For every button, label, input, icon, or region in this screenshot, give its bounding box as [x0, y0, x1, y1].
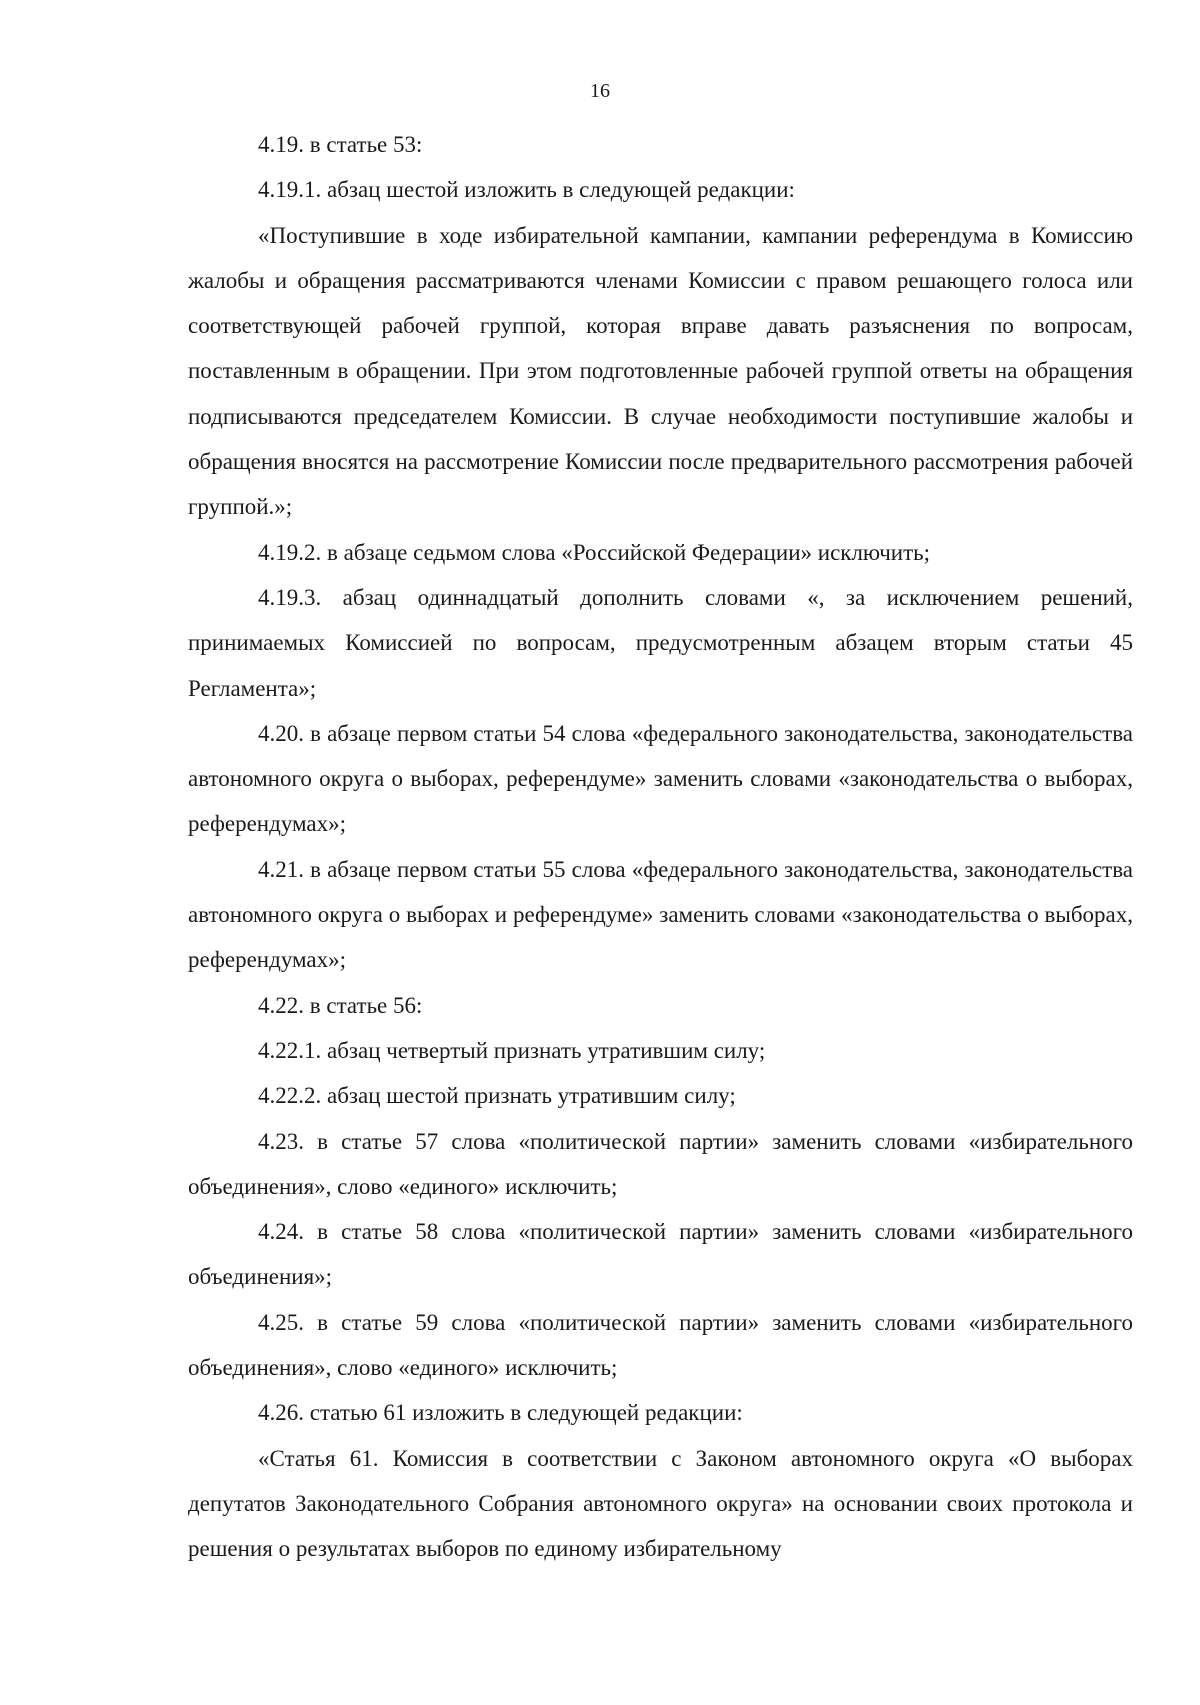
paragraph-4-22-1: 4.22.1. абзац четвертый признать утратившим силу; — [258, 1037, 766, 1063]
page-number: 16 — [590, 80, 610, 102]
paragraph-quote-complaints: «Поступившие в ходе избирательной кампании, кампании референдума в Комиссию жалобы и обращения рассматриваются членами Комиссии с правом решающего голоса или соответствующей рабочей группой, которая вправе давать разъяснения по вопросам, поставленным в обращении. При этом подготовленные рабочей группой ответы на обращения подписываются председателем Комиссии. В случае необходимости поступившие жалобы и обращения вносятся на рассмотрение Комиссии после предварительного рассмотрения рабочей группой.»; — [188, 222, 1133, 520]
paragraph-4-25: 4.25. в статье 59 слова «политической партии» заменить словами «избирательного объединения», слово «единого» исключить; — [188, 1309, 1133, 1381]
paragraph-4-24: 4.24. в статье 58 слова «политической партии» заменить словами «избирательного объединения»; — [188, 1219, 1133, 1290]
paragraph-4-19-2: 4.19.2. в абзаце седьмом слова «Российской Федерации» исключить; — [258, 539, 931, 565]
paragraph-4-20: 4.20. в абзаце первом статьи 54 слова «федерального законодательства, законодательства автономного округа о выборах, референдуме» заменить словами «законодательства о выборах, референдумах»; — [188, 720, 1133, 837]
paragraph-4-21: 4.21. в абзаце первом статьи 55 слова «федерального законодательства, законодательства автономного округа о выборах и референдуме» заменить словами «законодательства о выборах, референдумах»; — [188, 856, 1133, 973]
paragraph-quote-article-61: «Статья 61. Комиссия в соответствии с Законом автономного округа «О выборах депутатов Законодательного Собрания автономного округа» на основании своих протокола и решения о результатах выборов по единому избирательному — [188, 1445, 1133, 1562]
paragraph-4-26: 4.26. статью 61 изложить в следующей редакции: — [258, 1400, 743, 1426]
paragraph-4-19: 4.19. в статье 53: — [258, 132, 423, 157]
document-body — [188, 122, 1133, 1572]
paragraph-4-22: 4.22. в статье 56: — [258, 992, 423, 1018]
paragraph-4-23: 4.23. в статье 57 слова «политической партии» заменить словами «избирательного объединения», слово «единого» исключить; — [188, 1128, 1133, 1199]
paragraph-4-19-1: 4.19.1. абзац шестой изложить в следующей редакции: — [258, 177, 795, 203]
paragraph-4-22-2: 4.22.2. абзац шестой признать утратившим силу; — [258, 1083, 736, 1109]
paragraph-4-19-3: 4.19.3. абзац одиннадцатый дополнить словами «, за исключением решений, принимаемых Комиссией по вопросам, предусмотренным абзацем вторым статьи 45 Регламента»; — [188, 584, 1133, 701]
